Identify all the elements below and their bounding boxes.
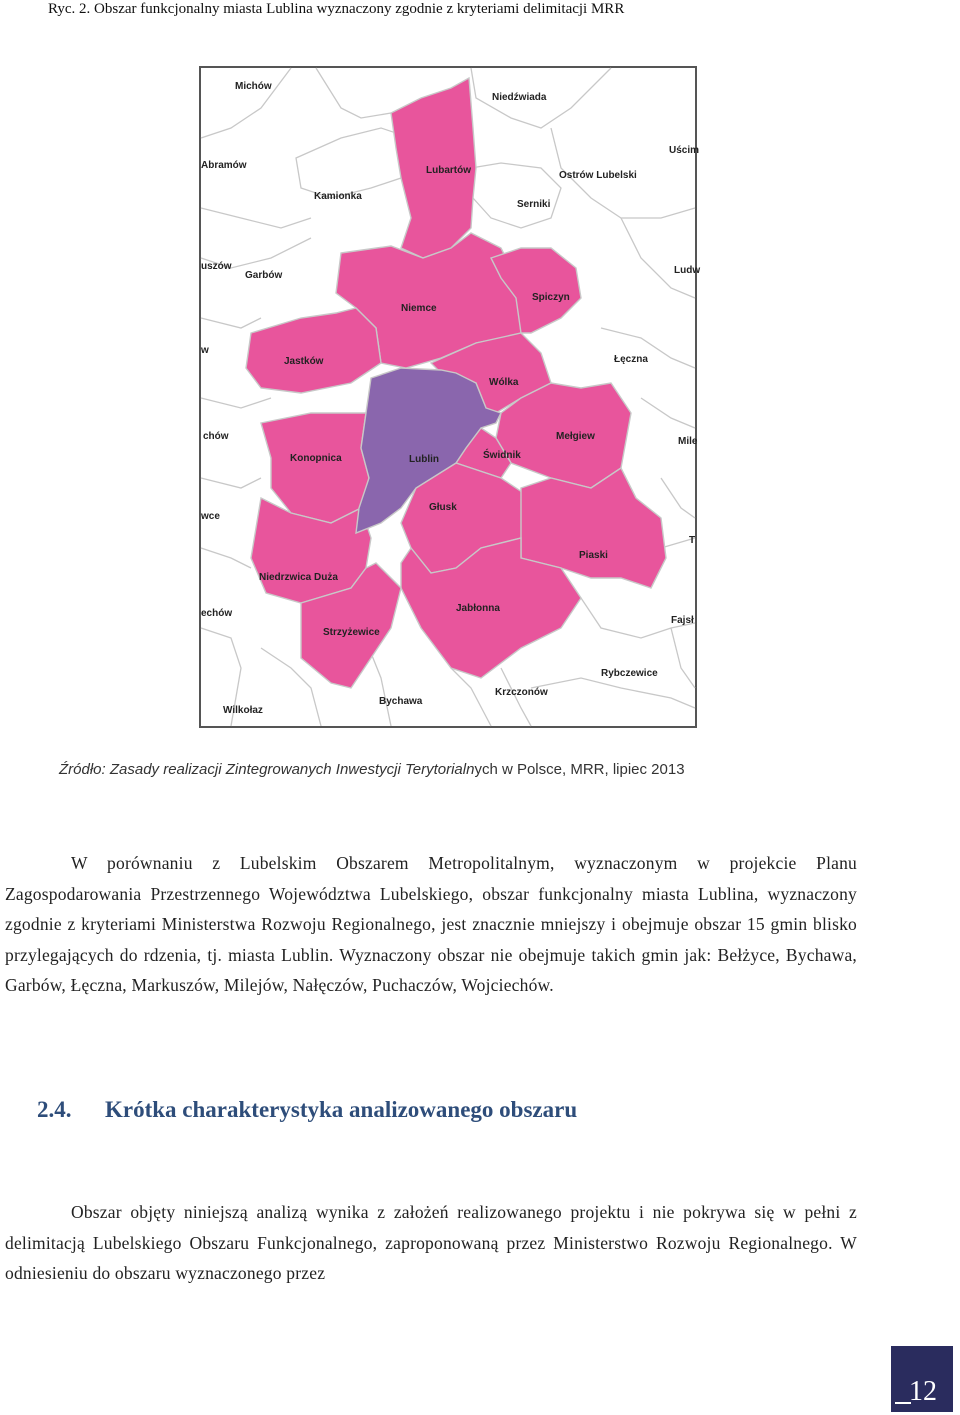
label-leczna: Łęczna: [614, 354, 648, 365]
region-serniki: [471, 163, 561, 228]
page-number: 12: [909, 1376, 937, 1407]
label-echow: echów: [201, 608, 233, 619]
label-mile: Mile: [678, 436, 698, 447]
paragraph-2: Obszar objęty niniejszą analizą wynika z założeń realizowanego projektu i nie pokrywa się w pełni z delimitacją Lubelskiego Obszaru Funkcjonalnego, zaproponowaną przez Ministerstwo Rozwoju Regionalnego. W odniesieniu do obszaru wyznaczonego przez: [5, 1202, 857, 1283]
label-wilkolaz: Wilkołaz: [223, 705, 263, 716]
source-italic: Źródło: Zasady realizacji Zintegrowanych Inwestycji Terytorialn: [59, 761, 475, 778]
label-jablonna: Jabłonna: [456, 603, 500, 614]
label-krzczonow: Krzczonów: [495, 687, 548, 698]
label-niedzwiada: Niedźwiada: [492, 92, 547, 103]
label-uszow: uszów: [201, 261, 232, 272]
map-svg: [201, 68, 701, 726]
figure-caption: Ryc. 2. Obszar funkcjonalny miasta Lublina wyznaczony zgodnie z kryteriami delimitacji MRR: [48, 1, 625, 17]
section-title: Krótka charakterystyka analizowanego obszaru: [105, 1097, 578, 1122]
section-heading: [37, 1097, 577, 1123]
label-michow: Michów: [235, 81, 272, 92]
label-abramow: Abramów: [201, 160, 247, 171]
label-rybczewice: Rybczewice: [601, 668, 658, 679]
figure-source: [59, 760, 919, 780]
label-wolka: Wólka: [489, 377, 519, 388]
label-kamionka: Kamionka: [314, 191, 362, 202]
label-strzyzewice: Strzyżewice: [323, 627, 380, 638]
label-chow: chów: [203, 431, 229, 442]
source-normal: ych w Polsce, MRR, lipiec 2013: [474, 761, 685, 778]
label-spiczyn: Spiczyn: [532, 292, 570, 303]
label-niedrzwica-duza: Niedrzwica Duża: [259, 572, 338, 583]
label-lubartow: Lubartów: [426, 165, 471, 176]
region-jastkow: [246, 308, 381, 393]
label-piaski: Piaski: [579, 550, 608, 561]
label-t: T: [689, 535, 696, 546]
label-garbow: Garbów: [245, 270, 283, 281]
label-bychawa: Bychawa: [379, 696, 423, 707]
label-ludw: Ludw: [674, 265, 701, 276]
label-fajsl: Fajsł: [671, 615, 694, 626]
label-glusk: Głusk: [429, 502, 457, 513]
label-niemce: Niemce: [401, 303, 437, 314]
paragraph-1: W porównaniu z Lubelskim Obszarem Metropolitalnym, wyznaczonym w projekcie Planu Zagospodarowania Przestrzennego Województwa Lubelskiego, obszar funkcjonalny miasta Lublina, wyznaczony zgodnie z kryteriami Ministerstwa Rozwoju Regionalnego, jest znacznie mniejszy i obejmuje obszar 15 gmin blisko przylegających do rdzenia, tj. miasta Lublin. Wyznaczony obszar nie obejmuje takich gmin jak: Bełżyce, Bychawa, Garbów, Łęczna, Markuszów, Milejów, Nałęczów, Puchaczów, Wojciechów.: [5, 853, 857, 995]
label-ostrow-lubelski: Ostrów Lubelski: [559, 170, 637, 181]
label-serniki: Serniki: [517, 199, 551, 210]
page-number-badge: [891, 1346, 953, 1412]
label-lublin: Lublin: [409, 454, 439, 465]
label-jastkow: Jastków: [284, 356, 324, 367]
label-konopnica: Konopnica: [290, 453, 342, 464]
label-swidnik: Świdnik: [483, 450, 521, 461]
label-uscim: Uścim: [669, 145, 700, 156]
label-melgiew: Mełgiew: [556, 431, 595, 442]
map: [199, 66, 701, 728]
label-wce: wce: [201, 511, 220, 522]
label-w: w: [201, 345, 209, 356]
section-number: 2.4.: [37, 1097, 72, 1122]
